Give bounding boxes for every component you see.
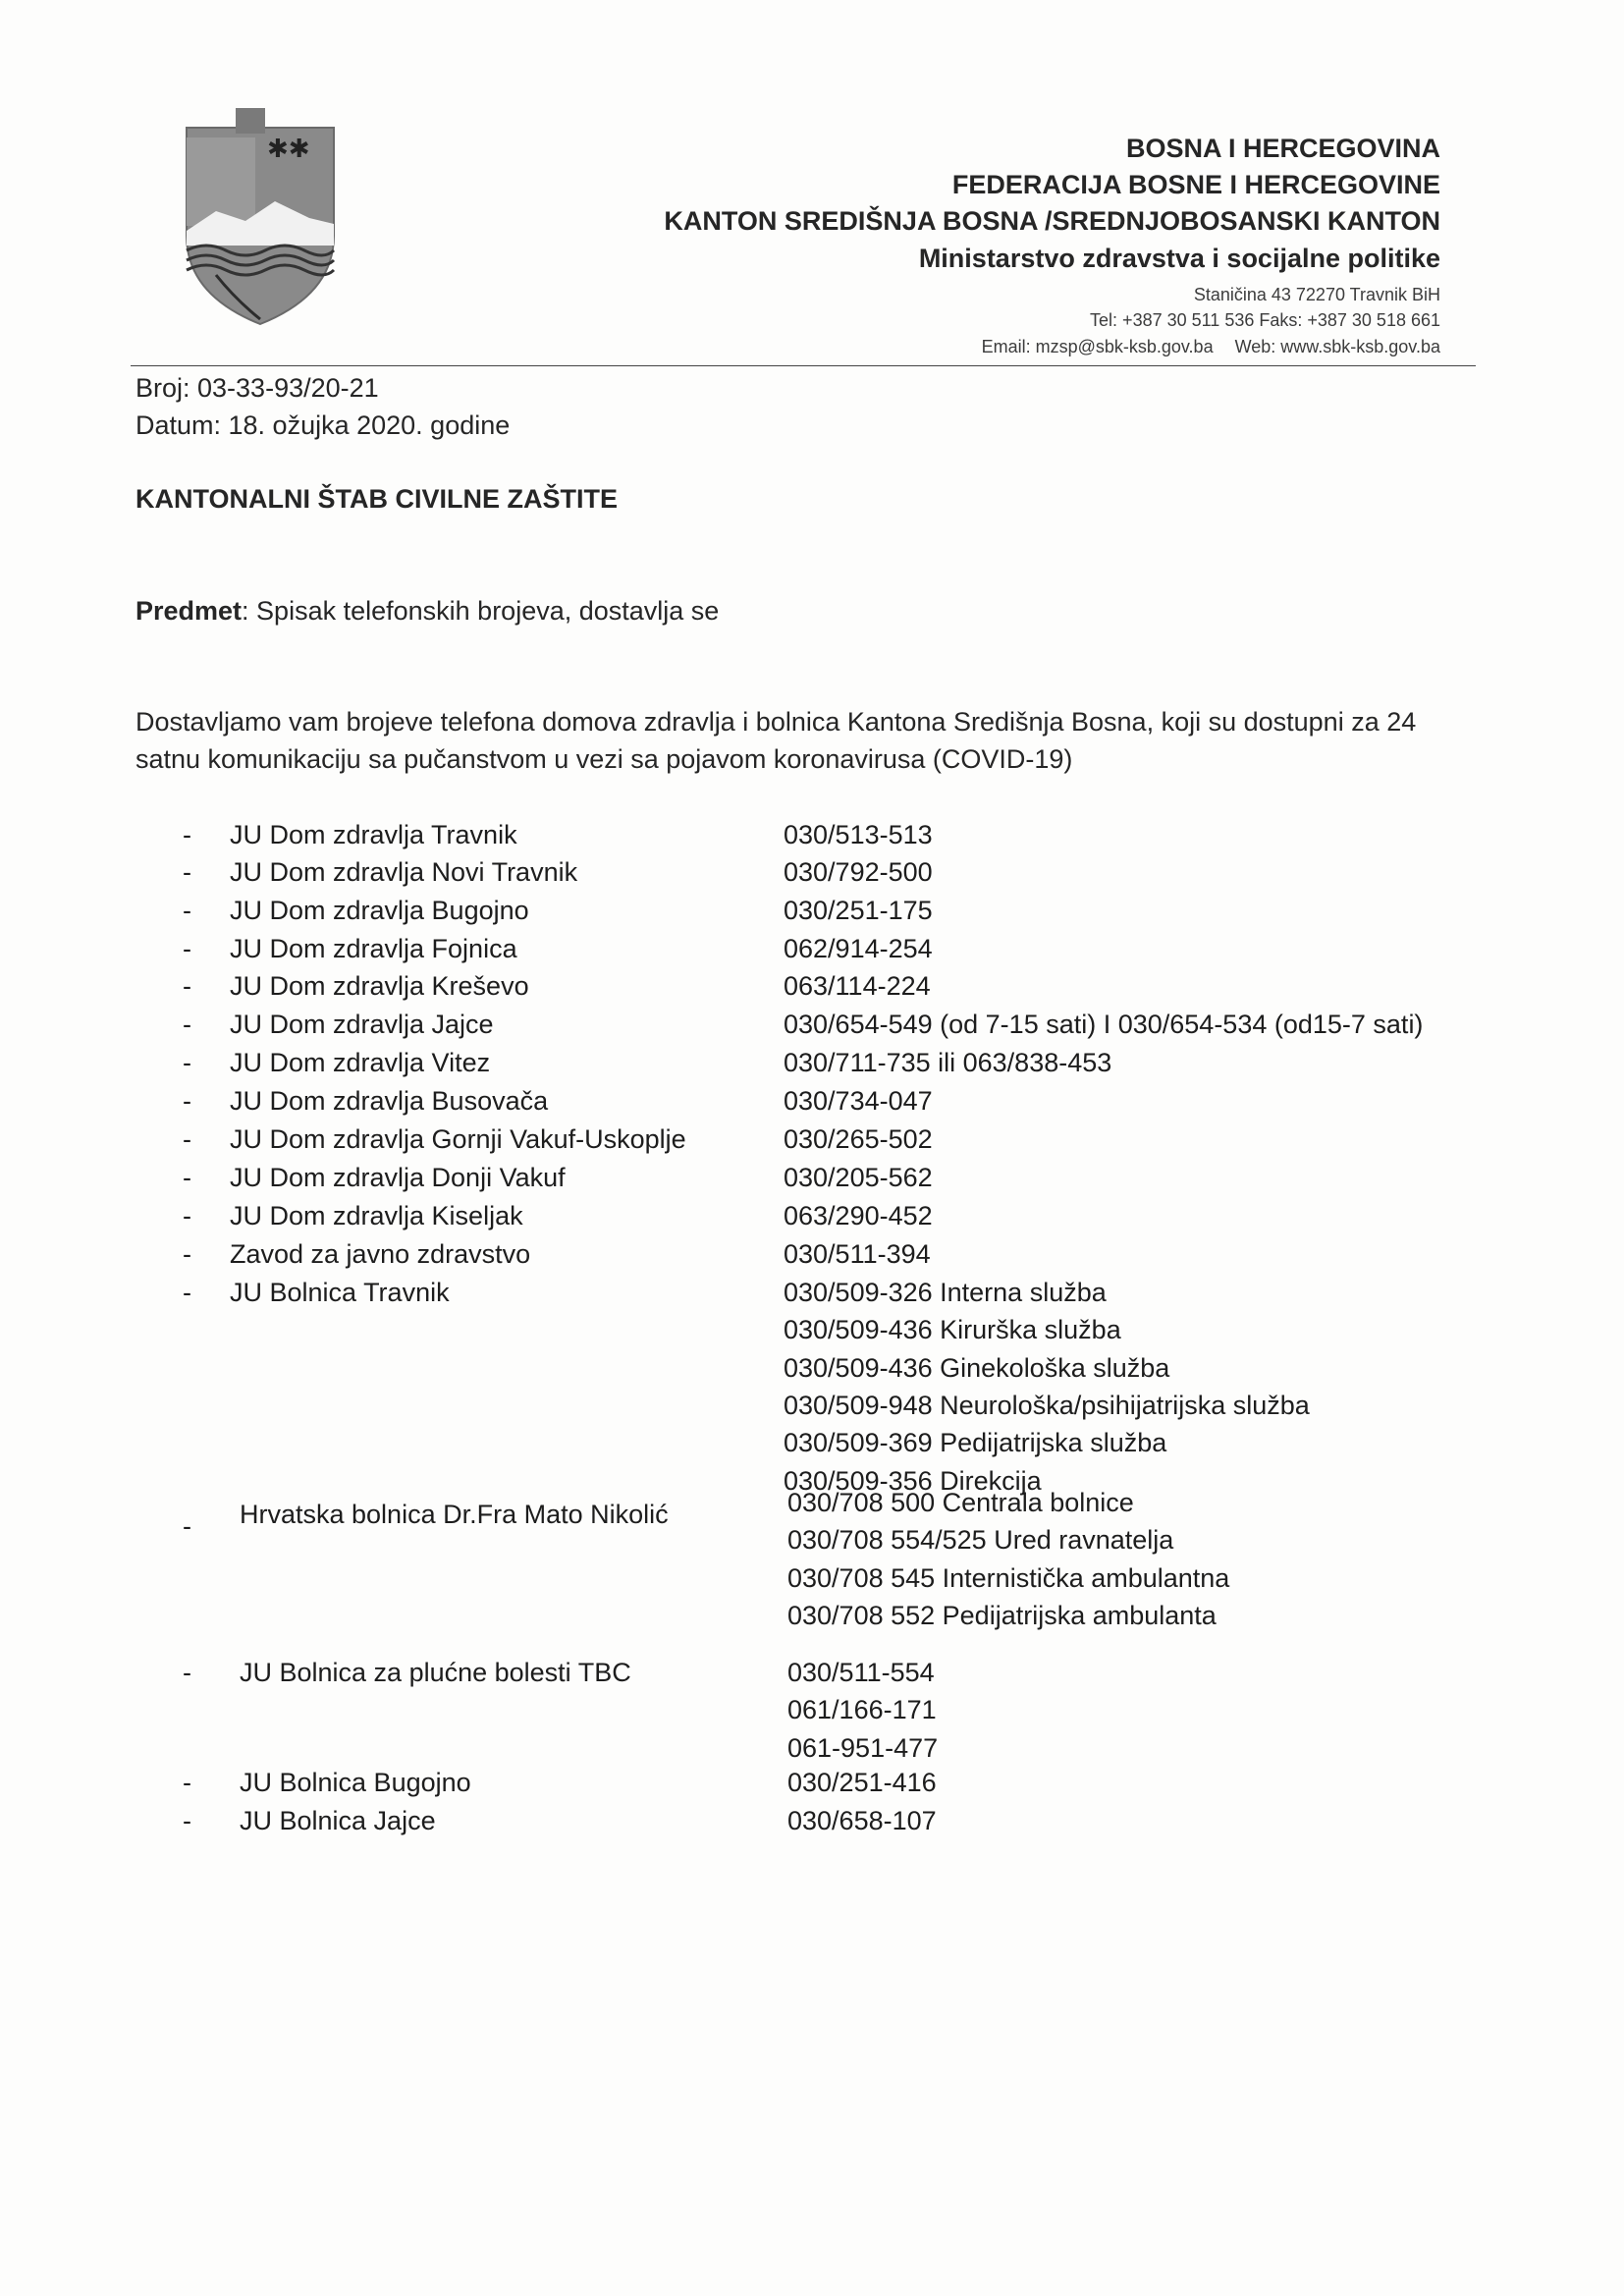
institution-name: JU Dom zdravlja Kreševo	[230, 971, 529, 1001]
subject-label: Predmet	[135, 596, 243, 626]
list-item	[0, 1239, 1624, 1277]
list-bullet: -	[183, 1201, 191, 1230]
phone-number: 030/658-107	[787, 1806, 937, 1835]
phone-number: 030/511-394	[784, 1239, 931, 1269]
list-bullet: -	[183, 1086, 191, 1116]
list-bullet: -	[183, 1806, 191, 1835]
phone-number: 030/654-549 (od 7-15 sati) I 030/654-534 (od15-7 sati)	[784, 1010, 1424, 1039]
phone-number: 063/290-452	[784, 1201, 933, 1230]
subject-text: : Spisak telefonskih brojeva, dostavlja se	[242, 596, 720, 626]
list-item	[0, 857, 1624, 895]
phone-number: 030/509-436 Kirurška služba	[784, 1315, 1121, 1345]
header-federation: FEDERACIJA BOSNE I HERCEGOVINE	[951, 170, 1440, 199]
institution-name: Zavod za javno zdravstvo	[230, 1239, 531, 1269]
phone-number: 030/265-502	[784, 1124, 933, 1154]
list-bullet: -	[183, 1124, 191, 1154]
institution-name: JU Dom zdravlja Gornji Vakuf-Uskoplje	[230, 1124, 686, 1154]
phone-number: 030/708 545 Internistička ambulantna	[787, 1562, 1230, 1593]
header-phone: Tel: +387 30 511 536 Faks: +387 30 518 661	[1090, 310, 1440, 330]
list-bullet: -	[183, 971, 191, 1001]
phone-number: 030/708 500 Centrala bolnice	[787, 1488, 1134, 1517]
recipient: KANTONALNI ŠTAB CIVILNE ZAŠTITE	[135, 484, 618, 514]
document-number: Broj: 03-33-93/20-21	[135, 373, 379, 403]
phone-number: 030/509-369 Pedijatrijska služba	[784, 1428, 1167, 1458]
phone-number: 030/511-554	[787, 1658, 935, 1687]
header-canton: KANTON SREDIŠNJA BOSNA /SREDNJOBOSANSKI KANTON	[664, 206, 1440, 236]
list-bullet: -	[183, 934, 191, 963]
phone-number: 030/792-500	[784, 857, 933, 887]
intro-paragraph: Dostavljamo vam brojeve telefona domova zdravlja i bolnica Kantona Središnja Bosna, koji su dostupni za 24 satnu komunikaciju sa pučanstvom u vezi sa pojavom koronavirusa (COVID-19)	[135, 707, 1417, 774]
header-contact	[960, 337, 1440, 357]
list-item	[0, 1806, 1624, 1843]
header-country: BOSNA I HERCEGOVINA	[1125, 134, 1440, 163]
list-bullet: -	[183, 1010, 191, 1039]
header-web: Web: www.sbk-ksb.gov.ba	[1234, 337, 1440, 356]
list-item	[0, 1658, 1624, 1763]
svg-text:✱✱: ✱✱	[267, 135, 310, 164]
phone-number: 030/708 552 Pedijatrijska ambulanta	[787, 1600, 1217, 1630]
list-item	[0, 1124, 1624, 1162]
list-bullet: -	[183, 896, 191, 925]
institution-name: JU Dom zdravlja Bugojno	[230, 896, 529, 925]
list-item	[0, 1048, 1624, 1085]
institution-name: JU Dom zdravlja Travnik	[230, 820, 517, 849]
phone-number: 030/251-175	[784, 896, 933, 925]
canton-crest-logo	[177, 108, 344, 329]
list-item	[0, 1278, 1624, 1496]
phone-number: 030/513-513	[784, 820, 933, 849]
list-item	[0, 1163, 1624, 1200]
institution-name: JU Dom zdravlja Busovača	[230, 1086, 549, 1116]
phone-number: 030/509-948 Neurološka/psihijatrijska služba	[784, 1390, 1310, 1420]
phone-number: 061-951-477	[787, 1732, 939, 1763]
institution-name: JU Dom zdravlja Fojnica	[230, 934, 517, 963]
institution-name: JU Dom zdravlja Kiseljak	[230, 1201, 523, 1230]
institution-name: JU Dom zdravlja Donji Vakuf	[230, 1163, 566, 1192]
list-item	[0, 934, 1624, 971]
phone-number: 030/509-436 Ginekološka služba	[784, 1352, 1170, 1383]
institution-name: JU Dom zdravlja Vitez	[230, 1048, 491, 1077]
list-bullet: -	[183, 820, 191, 849]
institution-name: JU Bolnica Travnik	[230, 1278, 450, 1307]
header-divider	[131, 365, 1476, 366]
phone-number: 030/251-416	[787, 1768, 937, 1797]
list-item	[0, 1768, 1624, 1805]
phone-number: 030/509-326 Interna služba	[784, 1278, 1107, 1307]
list-item	[0, 1086, 1624, 1123]
institution-name: JU Bolnica Bugojno	[240, 1768, 471, 1797]
list-item	[0, 1488, 1624, 1630]
list-bullet: -	[183, 1768, 191, 1797]
phone-number: 030/509-356 Direkcija	[784, 1465, 1042, 1496]
list-item	[0, 820, 1624, 857]
institution-name: JU Dom zdravlja Novi Travnik	[230, 857, 578, 887]
phone-number: 030/734-047	[784, 1086, 933, 1116]
list-bullet: -	[183, 1511, 191, 1541]
phone-number: 030/708 554/525 Ured ravnatelja	[787, 1525, 1174, 1556]
phone-number: 030/205-562	[784, 1163, 933, 1192]
phone-number: 030/711-735 ili 063/838-453	[784, 1048, 1112, 1077]
institution-name: Hrvatska bolnica Dr.Fra Mato Nikolić	[240, 1500, 669, 1529]
list-bullet: -	[183, 1163, 191, 1192]
header-address: Staničina 43 72270 Travnik BiH	[1193, 285, 1440, 304]
phone-number: 062/914-254	[784, 934, 933, 963]
subject-line	[135, 596, 719, 627]
list-bullet: -	[183, 1048, 191, 1077]
header-ministry: Ministarstvo zdravstva i socijalne politike	[918, 244, 1440, 273]
phone-number: 061/166-171	[787, 1695, 937, 1725]
header-email: Email: mzsp@sbk-ksb.gov.ba	[981, 337, 1214, 356]
list-item	[0, 1010, 1624, 1047]
list-item	[0, 896, 1624, 933]
phone-number: 063/114-224	[784, 971, 931, 1001]
list-item	[0, 971, 1624, 1009]
document-date: Datum: 18. ožujka 2020. godine	[135, 410, 511, 440]
list-bullet: -	[183, 1239, 191, 1269]
institution-name: JU Dom zdravlja Jajce	[230, 1010, 494, 1039]
list-bullet: -	[183, 1278, 191, 1307]
list-bullet: -	[183, 857, 191, 887]
institution-name: JU Bolnica za plućne bolesti TBC	[240, 1658, 631, 1687]
list-item	[0, 1201, 1624, 1238]
institution-name: JU Bolnica Jajce	[240, 1806, 436, 1835]
list-bullet: -	[183, 1658, 191, 1687]
